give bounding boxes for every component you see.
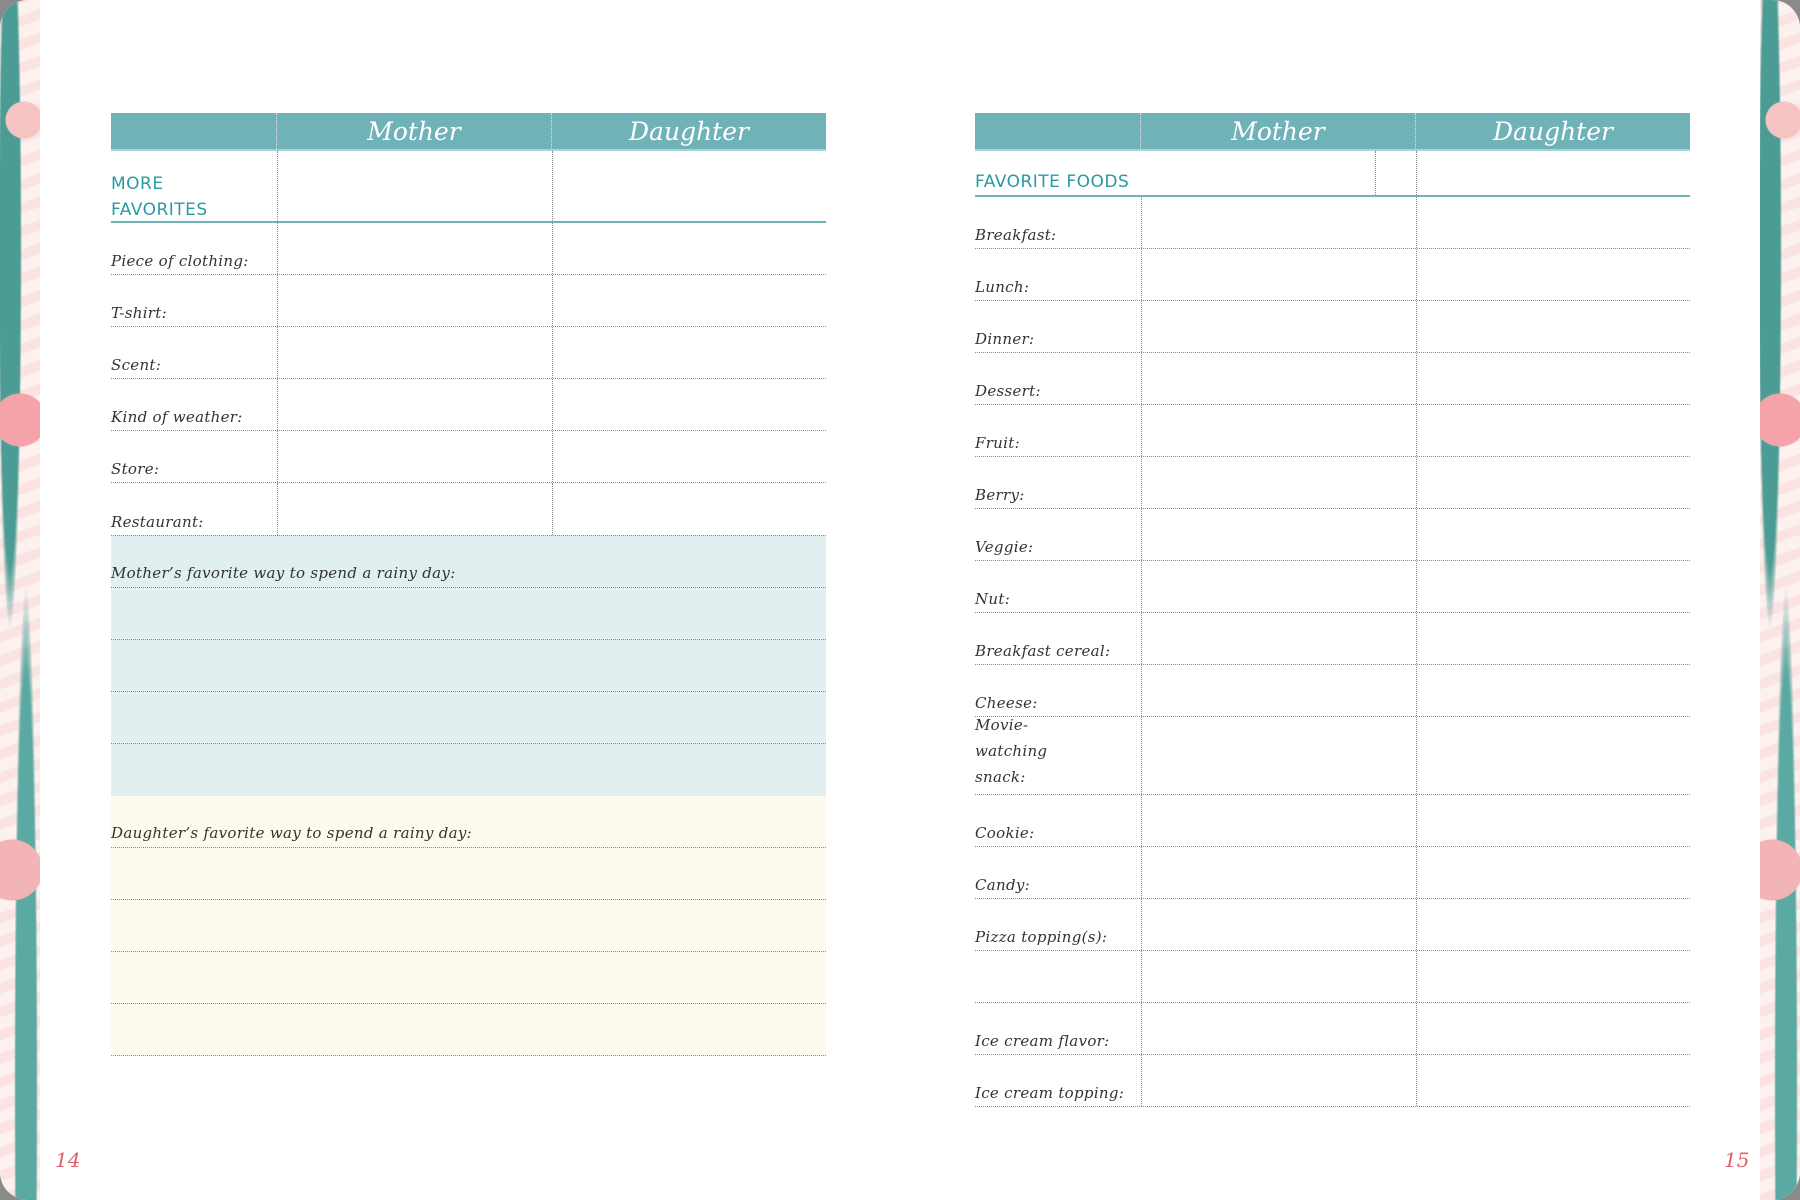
section-title: FAVORITE FOODS — [975, 172, 1130, 192]
table-row: Berry: — [975, 457, 1690, 509]
page-number: 15 — [1724, 1148, 1750, 1172]
table-row: Fruit: — [975, 405, 1690, 457]
section-title-row — [975, 151, 1690, 197]
mother-cell[interactable] — [1141, 509, 1416, 560]
table-row: Pizza topping(s): — [975, 899, 1690, 951]
page-number: 14 — [55, 1148, 81, 1172]
table-row: Kind of weather: — [111, 379, 826, 431]
mother-cell[interactable] — [277, 275, 552, 326]
table-row: Ice cream flavor: — [975, 1003, 1690, 1055]
mother-cell[interactable] — [1141, 353, 1416, 404]
daughter-cell[interactable] — [1416, 561, 1690, 612]
header-daughter: Daughter — [1493, 116, 1613, 146]
table-row: Candy: — [975, 847, 1690, 899]
mother-cell[interactable] — [1141, 951, 1416, 1002]
mother-cell[interactable] — [277, 223, 552, 274]
daughter-cell[interactable] — [1416, 899, 1690, 950]
favorite-foods-table — [975, 113, 1690, 1107]
mother-cell[interactable] — [277, 483, 552, 535]
daughter-cell[interactable] — [1416, 717, 1690, 794]
daughter-cell[interactable] — [1416, 1055, 1690, 1106]
mother-cell[interactable] — [1141, 665, 1416, 716]
table-row: Cookie: — [975, 795, 1690, 847]
daughter-cell[interactable] — [1416, 847, 1690, 898]
mother-cell[interactable] — [1141, 249, 1416, 300]
daughter-cell[interactable] — [1416, 249, 1690, 300]
mother-cell[interactable] — [1141, 899, 1416, 950]
table-row: Breakfast: — [975, 197, 1690, 249]
mother-cell[interactable] — [1141, 561, 1416, 612]
table-row: Dinner: — [975, 301, 1690, 353]
mother-cell[interactable] — [1141, 795, 1416, 846]
more-favorites-table — [111, 113, 826, 1056]
mother-cell[interactable] — [277, 327, 552, 378]
daughter-rainy-day-prompt: Daughter’s favorite way to spend a rainy day: — [111, 824, 472, 842]
header-mother: Mother — [1141, 113, 1416, 149]
mother-cell[interactable] — [1141, 457, 1416, 508]
daughter-cell[interactable] — [1416, 197, 1690, 248]
daughter-cell[interactable] — [552, 379, 826, 430]
table-row: Nut: — [975, 561, 1690, 613]
table-row: Movie-watching snack: — [975, 717, 1690, 795]
daughter-cell[interactable] — [1416, 665, 1690, 716]
mother-rainy-day-box[interactable] — [111, 535, 826, 796]
mother-cell[interactable] — [1141, 1055, 1416, 1106]
daughter-cell[interactable] — [1416, 795, 1690, 846]
table-row: Piece of clothing: — [111, 223, 826, 275]
daughter-cell[interactable] — [1416, 353, 1690, 404]
table-row — [975, 951, 1690, 1003]
table-row: Cheese: — [975, 665, 1690, 717]
mother-cell[interactable] — [277, 431, 552, 482]
table-row: Scent: — [111, 327, 826, 379]
table-header — [111, 113, 826, 151]
header-mother: Mother — [277, 113, 552, 149]
daughter-cell[interactable] — [1416, 301, 1690, 352]
table-row: Veggie: — [975, 509, 1690, 561]
table-row: Breakfast cereal: — [975, 613, 1690, 665]
daughter-cell[interactable] — [1416, 613, 1690, 664]
table-row: Dessert: — [975, 353, 1690, 405]
table-row: Ice cream topping: — [975, 1055, 1690, 1107]
mother-cell[interactable] — [1141, 613, 1416, 664]
daughter-cell[interactable] — [1416, 951, 1690, 1002]
table-row: Store: — [111, 431, 826, 483]
daughter-cell[interactable] — [1416, 509, 1690, 560]
mother-cell[interactable] — [277, 379, 552, 430]
table-row: Lunch: — [975, 249, 1690, 301]
daughter-cell[interactable] — [552, 431, 826, 482]
daughter-cell[interactable] — [1416, 457, 1690, 508]
daughter-cell[interactable] — [1416, 1003, 1690, 1054]
table-row: Restaurant: — [111, 483, 826, 535]
header-daughter: Daughter — [629, 116, 749, 146]
daughter-cell[interactable] — [1416, 405, 1690, 456]
section-title: MORE FAVORITES — [111, 174, 208, 220]
daughter-cell[interactable] — [552, 483, 826, 535]
mother-cell[interactable] — [1141, 301, 1416, 352]
daughter-rainy-day-box[interactable] — [111, 796, 826, 1056]
mother-cell[interactable] — [1141, 717, 1416, 794]
right-page — [900, 0, 1800, 1200]
daughter-cell[interactable] — [552, 223, 826, 274]
table-header — [975, 113, 1690, 151]
daughter-cell[interactable] — [552, 275, 826, 326]
daughter-cell[interactable] — [552, 327, 826, 378]
mother-rainy-day-prompt: Mother’s favorite way to spend a rainy day: — [111, 564, 456, 582]
mother-cell[interactable] — [1141, 1003, 1416, 1054]
mother-cell[interactable] — [1141, 847, 1416, 898]
section-title-row — [111, 151, 826, 223]
mother-cell[interactable] — [1141, 405, 1416, 456]
table-row: T-shirt: — [111, 275, 826, 327]
mother-cell[interactable] — [1141, 197, 1416, 248]
